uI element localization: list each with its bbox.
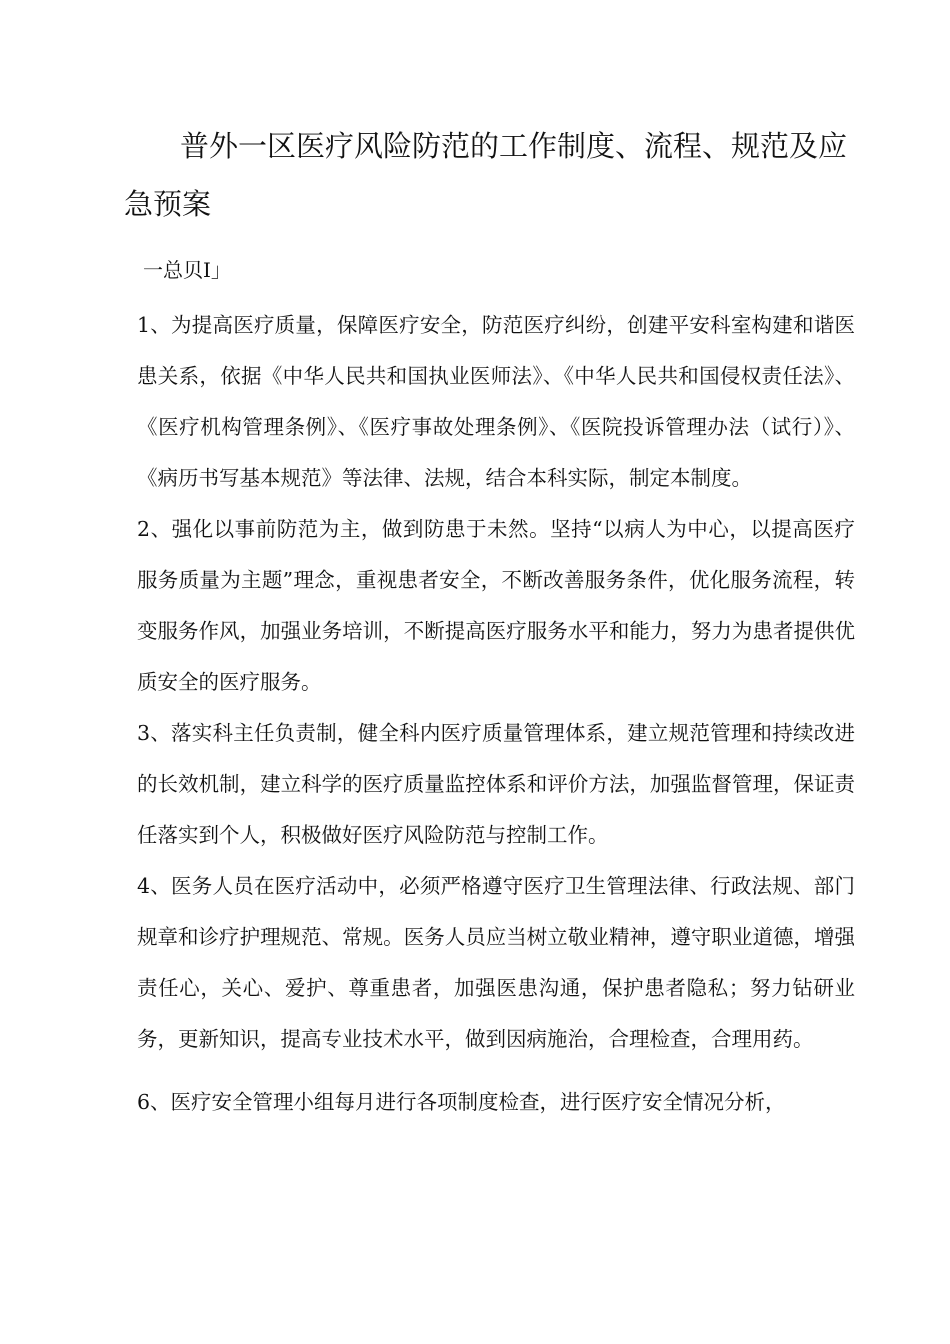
paragraph-6: 6、医疗安全管理小组每月进行各项制度检查，进行医疗安全情况分析， bbox=[137, 1090, 786, 1114]
paragraph-2: 2、强化以事前防范为主，做到防患于未然。坚持“以病人为中心，以提高医疗服务质量为主题”理念，重视患者安全，不断改善服务条件，优化服务流程，转变服务作风，加强业务培训，不断提高医疗服务水平和能力，努力为患者提供优质安全的医疗服务。 bbox=[137, 517, 855, 694]
document-body bbox=[137, 300, 855, 1128]
paragraph-4: 4、医务人员在医疗活动中，必须严格遵守医疗卫生管理法律、行政法规、部门规章和诊疗护理规范、常规。医务人员应当树立敬业精神，遵守职业道德，增强责任心，关心、爱护、尊重患者，加强医患沟通，保护患者隐私；努力钻研业务，更新知识，提高专业技术水平，做到因病施治，合理检查，合理用药。 bbox=[137, 874, 855, 1051]
paragraph-3: 3、落实科主任负责制，健全科内医疗质量管理体系，建立规范管理和持续改进的长效机制，建立科学的医疗质量监控体系和评价方法，加强监督管理，保证责任落实到个人，积极做好医疗风险防范与控制工作。 bbox=[137, 721, 855, 847]
paragraph-1: 1、为提高医疗质量，保障医疗安全，防范医疗纠纷，创建平安科室构建和谐医患关系，依据《中华人民共和国执业医师法》、《中华人民共和国侵权责任法》、《医疗机构管理条例》、《医疗事故处理条例》、《医院投诉管理办法（试行）》、《病历书写基本规范》等法律、法规，结合本科实际，制定本制度。 bbox=[137, 313, 855, 490]
document-title: 普外一区医疗风险防范的工作制度、流程、规范及应急预案 bbox=[124, 129, 848, 221]
section-heading: 一总贝I」 bbox=[143, 258, 231, 282]
